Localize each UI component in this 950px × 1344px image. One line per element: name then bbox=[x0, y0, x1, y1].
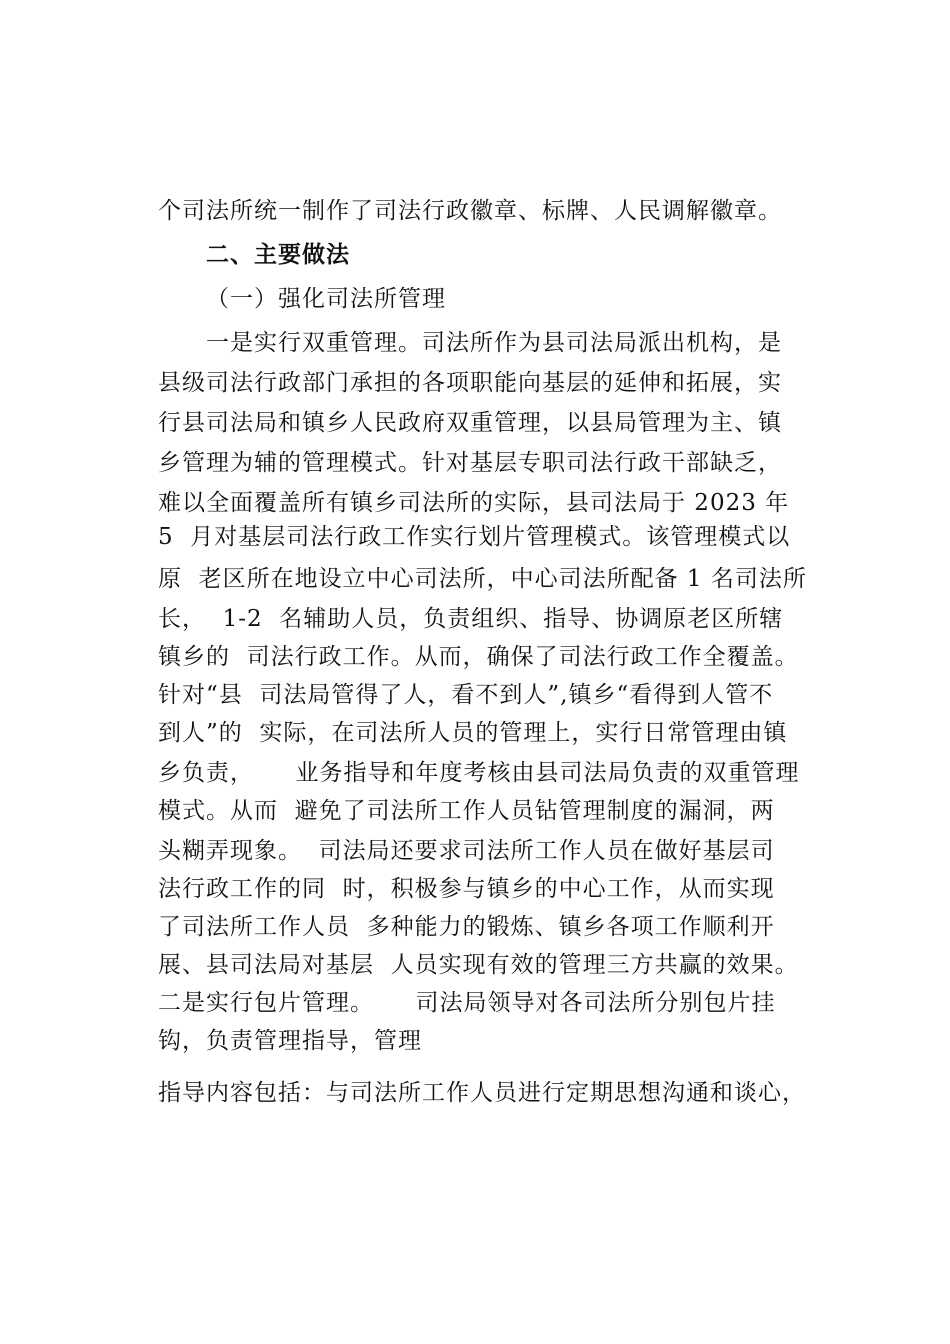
text-line: 展、县司法局对基层 人员实现有效的管理三方共赢的效果。 bbox=[158, 952, 799, 978]
text-line: 乡负责， 业务指导和年度考核由县司法局负责的双重管理 bbox=[158, 760, 800, 786]
text-line: 县级司法行政部门承担的各项职能向基层的延伸和拓展，实 bbox=[158, 370, 782, 396]
text-line: 头糊弄现象。 司法局还要求司法所工作人员在做好基层司 bbox=[158, 838, 775, 864]
text-line: 法行政工作的同 时，积极参与镇乡的中心工作，从而实现 bbox=[158, 876, 775, 902]
text-line: 个司法所统一制作了司法行政徽章、标牌、人民调解徽章。 bbox=[158, 198, 782, 224]
text-line: 行县司法局和镇乡人民政府双重管理，以县局管理为主、镇 bbox=[158, 410, 782, 436]
text-line: 钩，负责管理指导，管理 bbox=[158, 1028, 422, 1054]
text-line: 指导内容包括：与司法所工作人员进行定期思想沟通和谈心， bbox=[158, 1080, 806, 1106]
text-line: 一是实行双重管理。司法所作为县司法局派出机构，是 bbox=[206, 330, 782, 356]
text-line: 原 老区所在地设立中心司法所，中心司法所配备 1 名司法所 bbox=[158, 566, 807, 592]
subsection-heading: （一）强化司法所管理 bbox=[206, 286, 446, 312]
section-heading: 二、主要做法 bbox=[206, 242, 350, 268]
text-line: 长， 1-2 名辅助人员，负责组织、指导、协调原老区所辖 bbox=[158, 606, 784, 632]
text-line: 二是实行包片管理。 司法局领导对各司法所分别包片挂 bbox=[158, 990, 776, 1016]
text-line: 了司法所工作人员 多种能力的锻炼、镇乡各项工作顺利开 bbox=[158, 914, 775, 940]
text-line: 镇乡的 司法行政工作。从而，确保了司法行政工作全覆盖。 bbox=[158, 644, 799, 670]
text-line: 难以全面覆盖所有镇乡司法所的实际，县司法局于 2023 年 bbox=[158, 490, 790, 516]
text-line: 针对“县 司法局管得了人，看不到人”,镇乡“看得到人管不 bbox=[158, 682, 774, 708]
text-line: 到人”的 实际，在司法所人员的管理上，实行日常管理由镇 bbox=[158, 720, 788, 746]
text-line: 模式。从而 避免了司法所工作人员钻管理制度的漏洞，两 bbox=[158, 798, 775, 824]
text-line: 乡管理为辅的管理模式。针对基层专职司法行政干部缺乏， bbox=[158, 450, 782, 476]
text-line: 5 月对基层司法行政工作实行划片管理模式。该管理模式以 bbox=[158, 524, 791, 550]
